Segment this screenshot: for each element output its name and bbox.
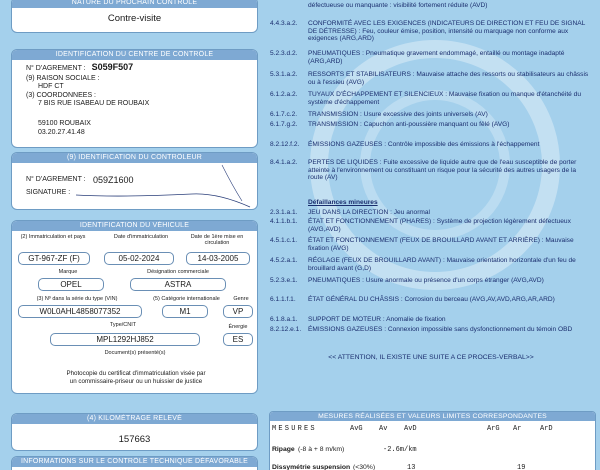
defect-text: TRANSMISSION : Usure excessive des joints universels (AV) [308,111,488,118]
centre-coord-label: (3) COORDONNEES : [26,92,97,99]
minor-code: 8.2.12.e.1. [270,326,302,333]
minor-text: SUPPORT DE MOTEUR : Anomalie de fixation [308,316,446,323]
vin-field: W0L0AHL4858077352 [18,305,142,318]
centre-agrement-value: S059F507 [91,62,134,72]
centre-address1: 7 BIS RUE ISABEAU DE ROUBAIX [38,100,150,107]
categorie-label: (5) Catégorie internationale [153,296,220,302]
immat-field: GT-967-ZF (F) [18,252,90,265]
vin-label: (3) Nº dans la série du type (VIN) [36,296,118,302]
defect-code: 8.4.1.a.2. [270,159,298,166]
centre-agrement-label: N° D'AGREMENT : [26,65,86,72]
designation-label: Désignation commerciale [147,269,209,275]
date-1re-field: 14-03-2005 [186,252,250,265]
type-label: Type/CNIT [109,322,137,328]
minor-code: 6.1.8.a.1. [270,316,298,323]
dissymetrie-av: 13 [407,464,416,470]
defect-code: 6.1.2.a.2. [270,91,298,98]
suite-notice-row [270,354,592,362]
defect-code: 5.2.3.d.2. [270,50,298,57]
col-avd: AvD [404,425,417,433]
defect-text: ÉMISSIONS GAZEUSES : Contrôle impossible des émissions à l'échappement [308,141,540,148]
km-box [11,413,258,451]
minor-text: JEU DANS LA DIRECTION : Jeu anormal [308,209,431,216]
mesures-title: MESURES [272,425,317,433]
defect-text: PERTES DE LIQUIDES : Fuite excessive de liquide autre que de l'eau susceptible de porter atteinte à l'environnement ou constituant un risque pour la sécurité des autres usagers de la route (AV) [308,159,577,182]
minor-text: RÉGLAGE (FEUX DE BROUILLARD AVANT) : Mauvaise orientation horizontale d'un feu de brouillard avant (G,D) [308,257,576,272]
defect-code: 8.2.12.f.2. [270,141,300,148]
next-control-box [11,0,258,33]
docs-label: Document(s) présenté(s) [104,350,166,356]
km-value: 157663 [118,434,151,445]
ripage-range: (-8 à + 8 m/km) [298,446,345,453]
mesures-box [269,411,596,470]
next-control-value: Contre-visite [107,13,162,24]
docs-value: Photocopie du certificat d'immatriculation visée par un commissaire-priseur ou un huissier de justice [66,370,206,385]
minor-text: PNEUMATIQUES : Usure anormale ou présence d'un corps étranger (AVG,AVD) [308,277,544,284]
defect-text: TUYAUX D'ÉCHAPPEMENT ET SILENCIEUX : Mauvaise fixation ou manque d'étanchéité du système d'échappement [308,91,581,106]
controleur-box [11,152,258,210]
defect-text: PNEUMATIQUES : Pneumatique gravement endommagé, entaillé ou montage inadapté (ARG,ARD) [308,50,565,65]
next-control-header: NATURE DU PROCHAIN CONTROLE [12,0,257,8]
minor-code: 6.1.1.f.1. [270,296,296,303]
suite-notice: << ATTENTION, IL EXISTE UNE SUITE A CE PROCES-VERBAL>> [328,354,534,361]
defect-code: 4.4.3.a.2. [270,20,298,27]
centre-agrement-row [26,62,133,72]
minor-code: 2.3.1.a.1. [270,209,298,216]
type-field: MPL1292HJ852 [50,333,200,346]
controleur-agrement-value: 059Z1600 [93,175,134,185]
minor-text: ÉTAT ET FONCTIONNEMENT (PHARES) : Système de projection légèrement défectueux (AVG,AVD) [308,218,571,233]
info-box [11,456,258,470]
energie-label: Énergie [228,324,248,330]
minor-code: 5.2.3.e.1. [270,277,298,284]
minor-text: ÉTAT ET FONCTIONNEMENT (FEUX DE BROUILLARD AVANT ET ARRIÈRE) : Mauvaise fixation (AVG) [308,237,574,252]
centre-phone: 03.20.27.41.48 [38,129,85,136]
minor-code: 4.1.1.b.1. [270,218,298,225]
minor-code: 4.5.1.c.1. [270,237,298,244]
km-header: (4) KILOMÉTRAGE RELEVÉ [12,414,257,424]
categorie-field: M1 [162,305,208,318]
defect-code: 6.1.7.g.2. [270,121,298,128]
ripage-label: Ripage [272,446,295,453]
controleur-header: (9) IDENTIFICATION DU CONTRÔLEUR [12,153,257,163]
centre-raison-label: (9) RAISON SOCIALE : [26,75,100,82]
col-ar: Ar [513,425,522,433]
genre-field: VP [223,305,253,318]
defect-code: 5.3.1.a.2. [270,71,298,78]
marque-label: Marque [58,269,78,275]
immat-label: (2) Immatriculation et pays [20,234,86,240]
defect-text: défectueuse ou manquante : visibilité fortement réduite (AVD) [308,2,488,9]
defect-code: 6.1.7.c.2. [270,111,298,118]
centre-box [11,49,258,148]
designation-field: ASTRA [130,278,226,291]
controleur-agrement-label: N° D'AGREMENT : [26,176,86,183]
marque-field: OPEL [38,278,104,291]
mesures-header: MESURES RÉALISÉES ET VALEURS LIMITES CORRESPONDANTES [270,412,595,421]
vehicule-header: IDENTIFICATION DU VÉHICULE [12,221,257,231]
mineures-title: Défaillances mineures [308,199,378,206]
energie-field: ES [223,333,253,346]
controleur-signature-label: SIGNATURE : [26,189,71,196]
ripage-value: -2.6m/km [383,446,417,454]
date-immat-label: Date d'immatriculation [113,234,169,240]
col-arg: ArG [487,425,500,433]
col-ard: ArD [540,425,553,433]
vehicule-box [11,220,258,394]
col-avg: AvG [350,425,363,433]
date-1re-label: Date de 1ère mise en circulation [190,234,244,246]
defect-text: CONFORMITÉ AVEC LES EXIGENCES (INDICATEURS DE DIRECTION ET FEU DE SIGNAL DE DÉTRESSE) : Feu, couleur émise, position, intensité ou marquage non conforme aux exigences (ARG,ARD) [308,20,586,43]
centre-header: IDENTIFICATION DU CENTRE DE CONTRÔLE [12,50,257,60]
col-av: Av [379,425,388,433]
centre-address2: 59100 ROUBAIX [38,120,91,127]
minor-text: ÉTAT GÉNÉRAL DU CHÂSSIS : Corrosion du berceau (AVG,AV,AVD,ARG,AR,ARD) [308,296,555,303]
genre-label: Genre [233,296,249,302]
signature-drawing [72,161,257,209]
defect-text: TRANSMISSION : Capuchon anti-poussière manquant ou fêlé (AVG) [308,121,510,128]
dissymetrie-limit: (<30%) [353,464,376,470]
dissymetrie-label: Dissymétrie suspension [272,464,351,470]
centre-raison-value: HDF CT [38,83,64,90]
info-header: INFORMATIONS SUR LE CONTRÔLE TECHNIQUE DÉFAVORABLE [12,457,257,467]
date-immat-field: 05-02-2024 [104,252,174,265]
defect-text: RESSORTS ET STABILISATEURS : Mauvaise attache des ressorts ou stabilisateurs au châssis ou à l'essieu (AVG) [308,71,589,86]
dissymetrie-ar: 19 [517,464,526,470]
minor-code: 4.5.2.a.1. [270,257,298,264]
minor-text: ÉMISSIONS GAZEUSES : Connexion impossible sans dysfonctionnement du témoin OBD [308,326,573,333]
